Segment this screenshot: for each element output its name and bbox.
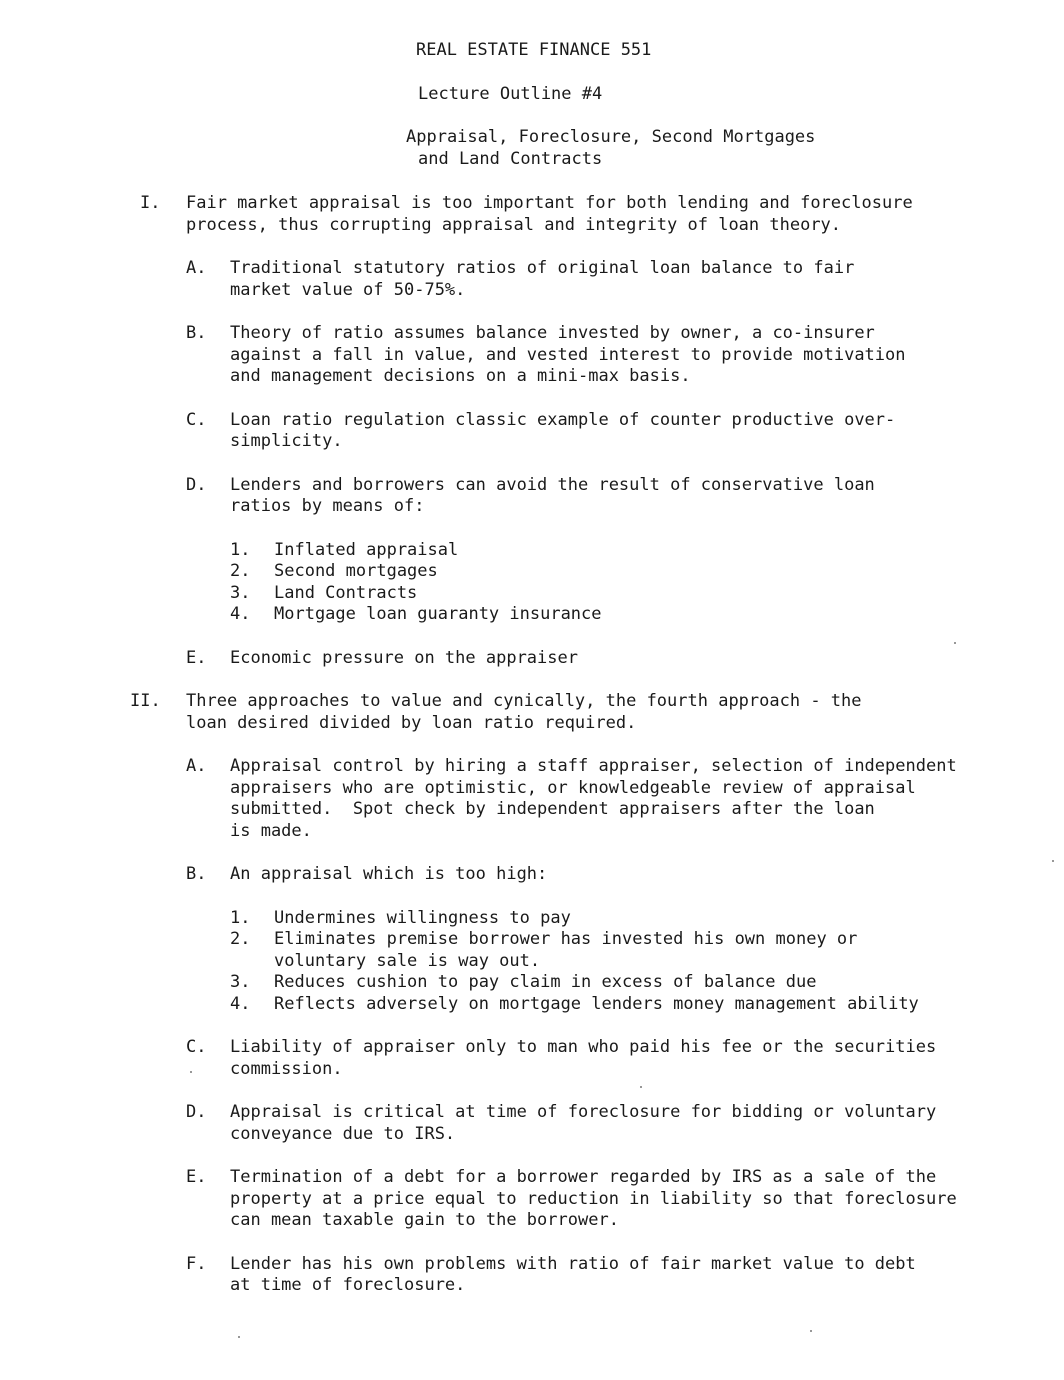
- subitem-text: Second mortgages: [274, 561, 438, 581]
- subitem-1d-2: [0, 561, 1000, 583]
- scan-speck: [810, 1330, 812, 1332]
- subitem-1d-3: [0, 583, 1000, 605]
- course-title: REAL ESTATE FINANCE 551: [416, 40, 652, 60]
- item-letter: A.: [186, 258, 207, 278]
- item-letter: A.: [186, 756, 207, 776]
- item-text: Liability of appraiser only to man who paid his fee or the securities commission.: [230, 1037, 937, 1079]
- item-letter: B.: [186, 864, 207, 884]
- item-text: Termination of a debt for a borrower regarded by IRS as a sale of the property at a price equal to reduction in liability so that foreclosure can mean taxable gain to the borrower.: [230, 1167, 957, 1230]
- subitem-number: 2.: [230, 561, 251, 581]
- item-letter: D.: [186, 1102, 207, 1122]
- scan-speck: [238, 1336, 240, 1338]
- subitem-1d-1: [0, 540, 1000, 562]
- section-2: [0, 691, 1000, 1297]
- subitem-number: 1.: [230, 907, 251, 928]
- item-1e: [0, 648, 1000, 670]
- section-numeral: I.: [140, 193, 161, 213]
- item-1c: [0, 410, 1000, 453]
- subitem-number: 3.: [230, 972, 251, 992]
- item-1b: [0, 323, 1000, 388]
- item-text: Theory of ratio assumes balance invested by owner, a co-insurer against a fall in value, and vested interest to provide motivation and management decisions on a mini-max basis.: [230, 323, 906, 386]
- item-letter: E.: [186, 647, 207, 668]
- item-2e: [0, 1167, 1000, 1232]
- outline-number: Lecture Outline #4: [418, 84, 603, 104]
- item-2b: [0, 864, 1000, 886]
- item-1d: [0, 475, 1000, 518]
- subitem-number: 1.: [230, 539, 251, 560]
- subitem-1d-4: [0, 604, 1000, 626]
- section-text: Fair market appraisal is too important for both lending and foreclosure process, thus corrupting appraisal and integrity of loan theory.: [186, 193, 913, 235]
- section-text: Three approaches to value and cynically, the fourth approach - the loan desired divided by loan ratio required.: [186, 691, 862, 733]
- scan-speck: [640, 1086, 642, 1088]
- section-numeral: II.: [130, 691, 161, 711]
- item-text: Lenders and borrowers can avoid the result of conservative loan ratios by means of:: [230, 474, 875, 516]
- section-1: [0, 193, 1000, 669]
- subitem-text: Mortgage loan guaranty insurance: [274, 604, 602, 624]
- item-1a: [0, 258, 1000, 301]
- subitem-number: 2.: [230, 929, 251, 949]
- item-2a: [0, 756, 1000, 842]
- scan-speck: [190, 1071, 192, 1073]
- item-text: Appraisal control by hiring a staff appraiser, selection of independent appraisers who are optimistic, or knowledgeable review of appraisal submitted. Spot check by independent appraisers after the loan is made.: [230, 756, 957, 841]
- item-2d: [0, 1102, 1000, 1145]
- subitem-text: Reduces cushion to pay claim in excess of balance due: [274, 972, 817, 992]
- item-text: Economic pressure on the appraiser: [230, 647, 578, 668]
- subitem-text: Reflects adversely on mortgage lenders money management ability: [274, 993, 919, 1014]
- section-2-heading: [0, 691, 1000, 734]
- subitem-number: 3.: [230, 582, 251, 603]
- subitem-text: Eliminates premise borrower has invested his own money or voluntary sale is way out.: [274, 929, 858, 971]
- subitem-2b-3: [0, 972, 1000, 994]
- item-text: Lender has his own problems with ratio of fair market value to debt at time of foreclosure.: [230, 1253, 916, 1295]
- item-text: Traditional statutory ratios of original loan balance to fair market value of 50-75%.: [230, 258, 855, 300]
- subitem-2b-2: [0, 929, 1000, 972]
- subitem-text: Undermines willingness to pay: [274, 907, 571, 928]
- item-letter: D.: [186, 474, 207, 495]
- subitem-2b-4: [0, 994, 1000, 1016]
- scan-speck: [1052, 860, 1054, 862]
- item-letter: C.: [186, 1037, 207, 1057]
- subitem-number: 4.: [230, 604, 251, 624]
- subitem-number: 4.: [230, 993, 251, 1014]
- item-letter: E.: [186, 1167, 207, 1187]
- item-text: An appraisal which is too high:: [230, 864, 548, 884]
- item-letter: F.: [186, 1253, 207, 1274]
- scan-speck: [954, 642, 956, 644]
- item-text: Loan ratio regulation classic example of counter productive over- simplicity.: [230, 409, 896, 451]
- topic-line-1: Appraisal, Foreclosure, Second Mortgages: [406, 127, 816, 147]
- section-1-heading: [0, 193, 1000, 236]
- item-letter: C.: [186, 409, 207, 430]
- item-text: Appraisal is critical at time of foreclosure for bidding or voluntary conveyance due to IRS.: [230, 1102, 937, 1144]
- subitem-text: Land Contracts: [274, 582, 418, 603]
- subitem-2b-1: [0, 908, 1000, 930]
- topic-line-2: and Land Contracts: [418, 149, 603, 169]
- item-2f: [0, 1254, 1000, 1297]
- item-letter: B.: [186, 323, 207, 343]
- subitem-text: Inflated appraisal: [274, 539, 459, 560]
- item-2c: [0, 1037, 1000, 1080]
